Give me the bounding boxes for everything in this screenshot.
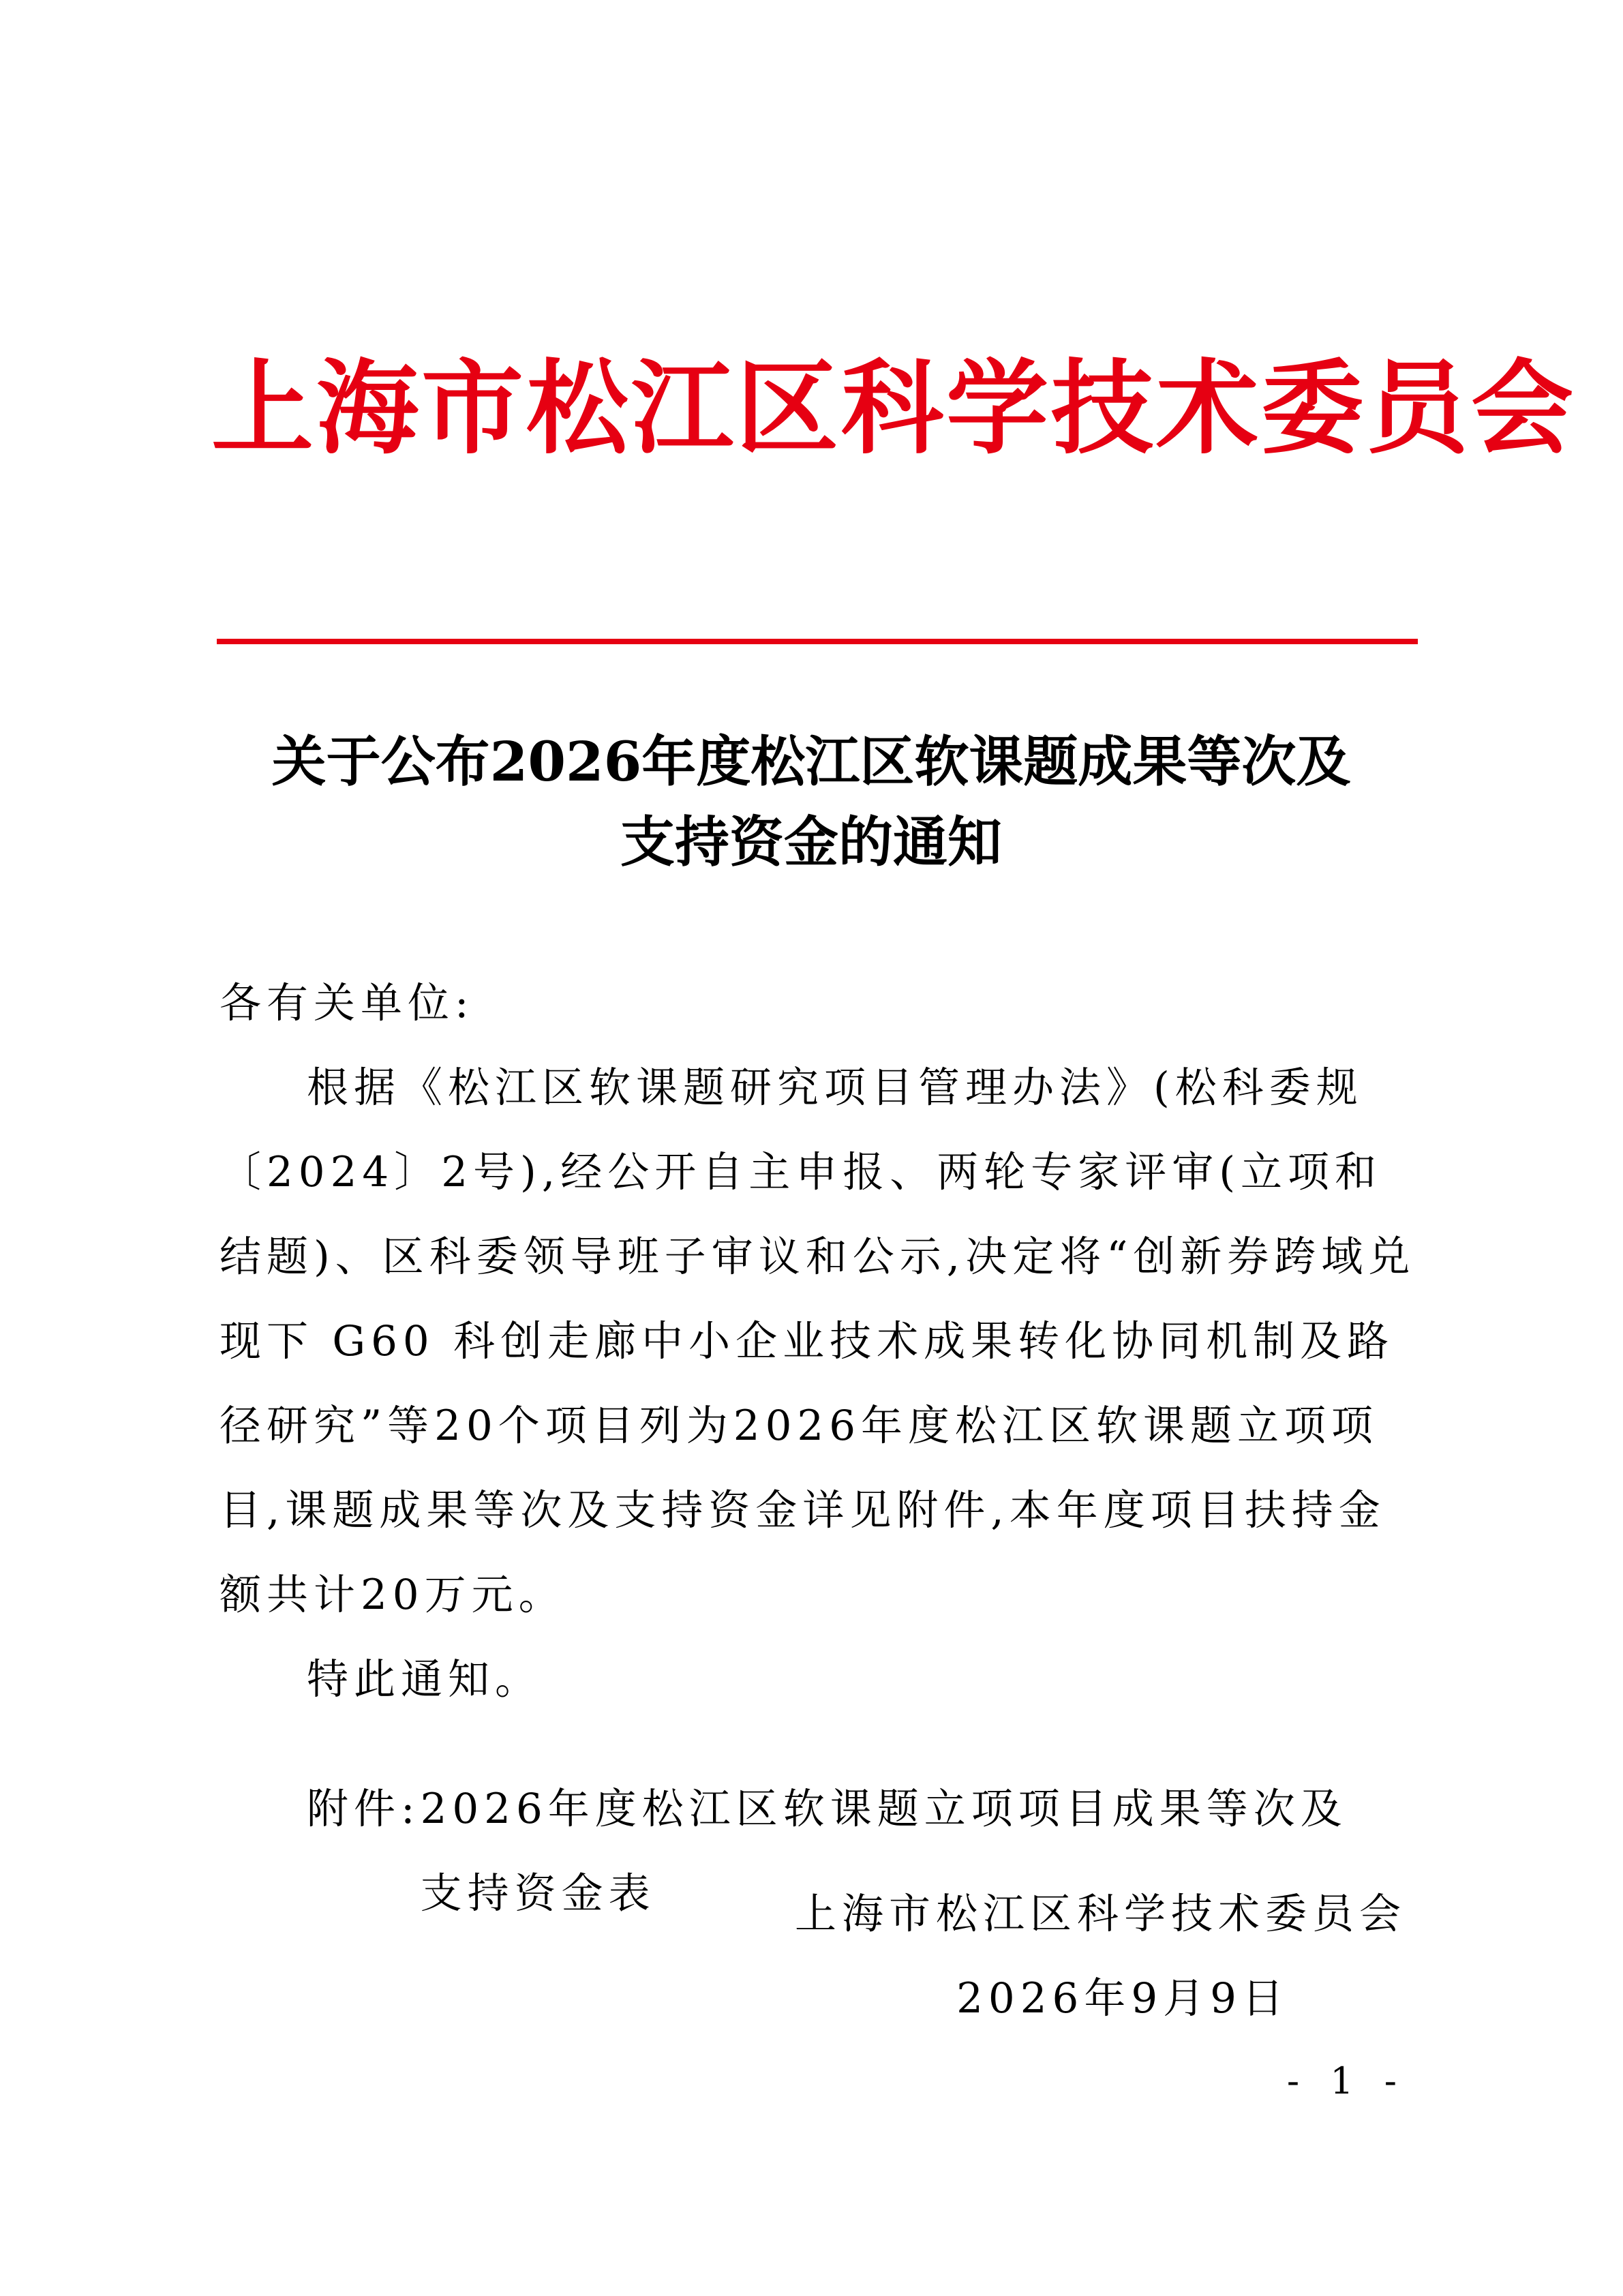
- body-paragraph-1: 根据《松江区软课题研究项目管理办法》(松科委规〔2024〕2号),经公开自主申报、两轮专家评审(立项和结题)、区科委领导班子审议和公示,决定将“创新券跨域兑现下 G60 科创走廊中小企业技术成果转化协同机制及路径研究”等20个项目列为2026年度松江区软课题立项项目,课题成果等次及支持资金详见附件,本年度项目扶持金额共计20万元。: [219, 1063, 1416, 1619]
- document-title: [177, 721, 1445, 882]
- issuing-org-header: 上海市松江区科学技术委员会: [211, 350, 1577, 468]
- spacer: [219, 1722, 1419, 1767]
- page-number: - 1 -: [1286, 2059, 1406, 2102]
- red-divider-line: [217, 639, 1418, 644]
- signature-date: 2026年9月9日: [956, 1974, 1289, 2023]
- attachment-title: 2026年度松江区软课题立项项目成果等次及支持资金表: [420, 1785, 1348, 1918]
- title-line-2: 支持资金的通知: [620, 810, 1002, 874]
- signature-org: 上海市松江区科学技术委员会: [794, 1890, 1406, 1938]
- body-paragraph-2: 特此通知。: [307, 1655, 543, 1704]
- attachment-label: 附件:: [307, 1785, 421, 1833]
- salutation: 各有关单位:: [219, 979, 474, 1027]
- title-line-1: 关于公布2026年度松江区软课题成果等次及: [271, 729, 1351, 794]
- document-body: [219, 961, 1419, 1936]
- signature-block: [795, 1872, 1406, 2041]
